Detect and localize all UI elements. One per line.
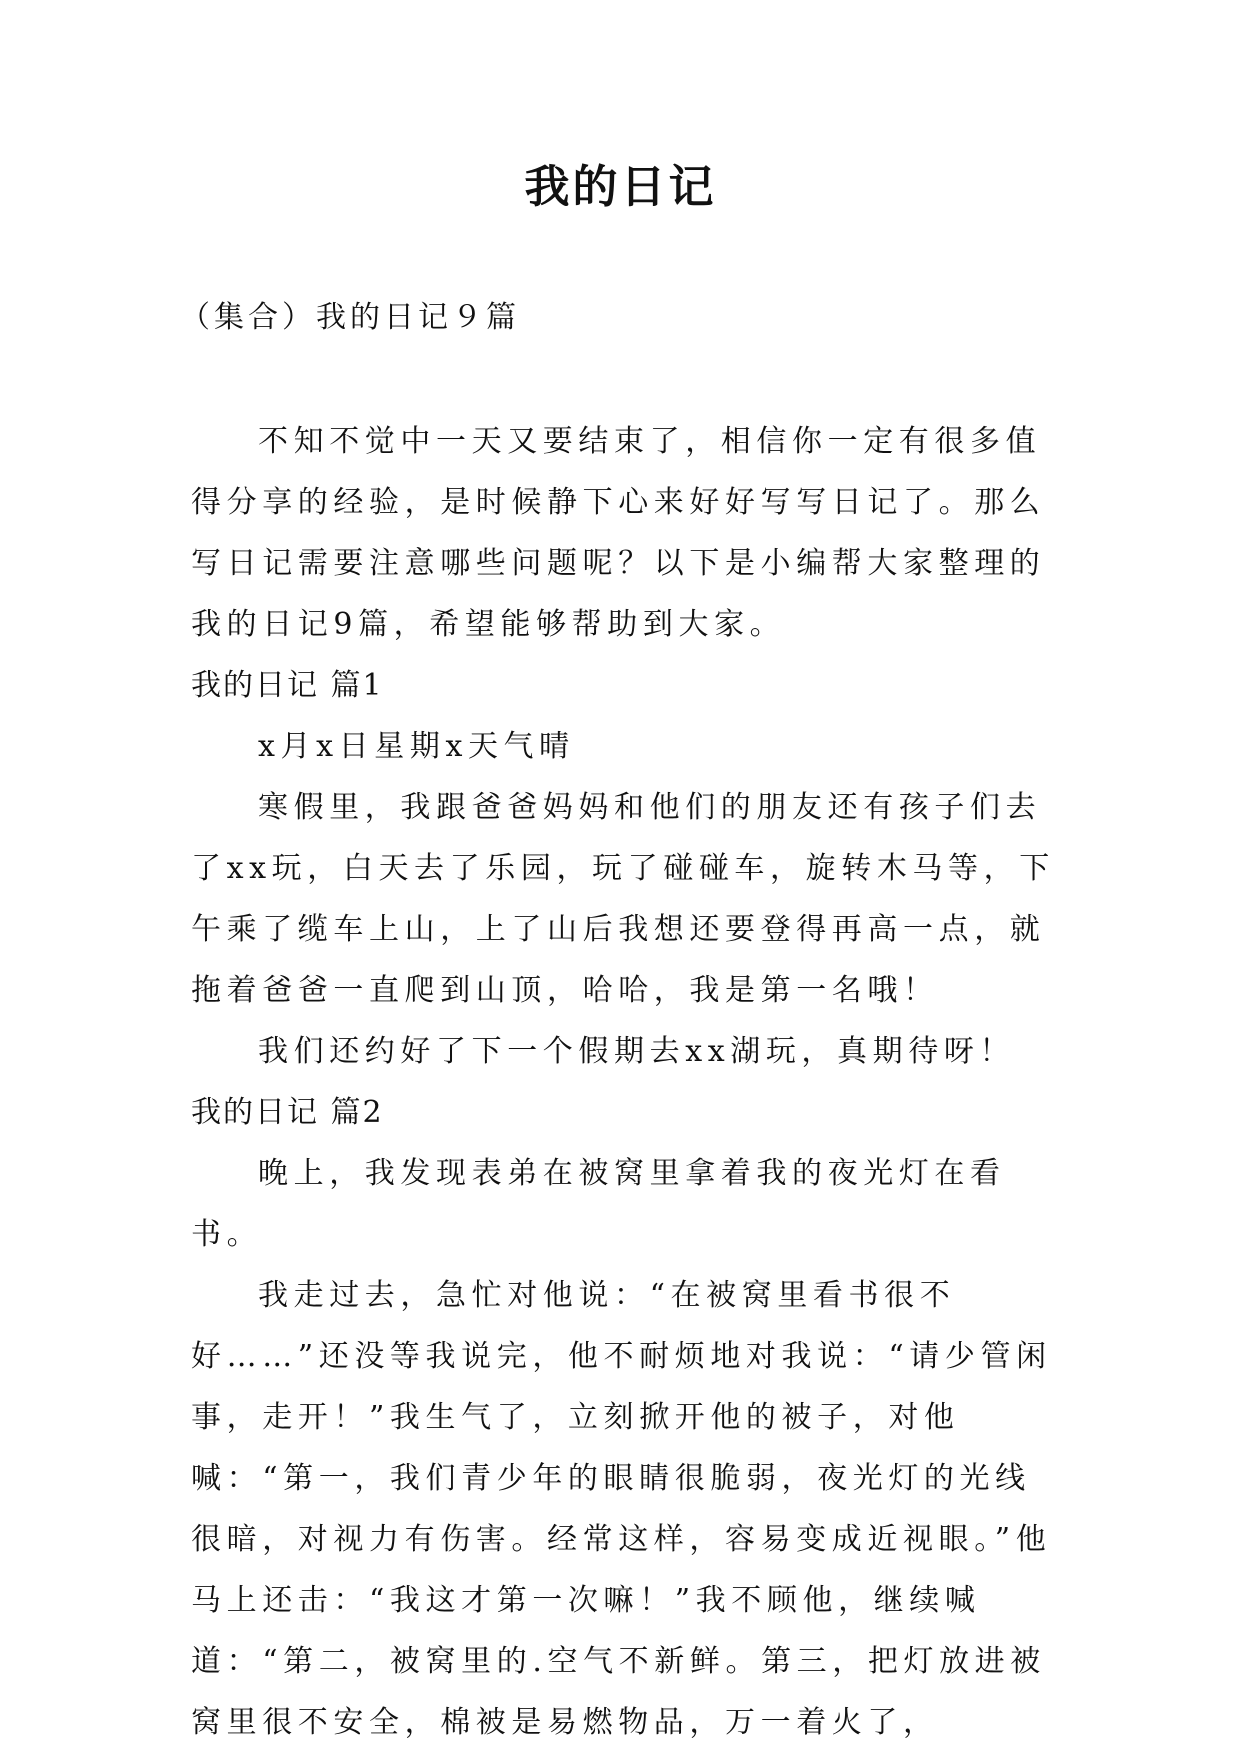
section-2-paragraph-1: 晚上，我发现表弟在被窝里拿着我的夜光灯在看书。 — [191, 1156, 1006, 1252]
section-heading-1: 我的日记 篇1 — [191, 668, 384, 703]
document-subtitle: （集合）我的日记９篇 — [180, 300, 520, 335]
intro-paragraph: 不知不觉中一天又要结束了，相信你一定有很多值得分享的经验，是时候静下心来好好写写日记了。那么写日记需要注意哪些问题呢？以下是小编帮大家整理的我的日记9篇，希望能够帮助到大家。 — [191, 424, 1046, 642]
section-1-paragraph-1: 寒假里，我跟爸爸妈妈和他们的朋友还有孩子们去了xx玩，白天去了乐园，玩了碰碰车，旋转木马等，下午乘了缆车上山，上了山后我想还要登得再高一点，就拖着爸爸一直爬到山顶，哈哈，我是第一名哦！ — [191, 790, 1055, 1008]
section-heading-2: 我的日记 篇2 — [191, 1095, 384, 1130]
section-1-paragraph-2: 我们还约好了下一个假期去xx湖玩，真期待呀！ — [258, 1034, 1016, 1069]
document-title: 我的日记 — [524, 160, 717, 213]
date-line: x月x日星期x天气晴 — [258, 729, 575, 764]
document-body — [191, 411, 1061, 1753]
section-2-paragraph-2: 我走过去，急忙对他说：“在被窝里看书很不好……”还没等我说完，他不耐烦地对我说：“请少管闲事，走开！”我生气了，立刻掀开他的被子，对他喊：“第一，我们青少年的眼睛很脆弱，夜光灯的光线很暗，对视力有伤害。经常这样，容易变成近视眼。”他马上还击：“我这才第一次嘛！”我不顾他，继续喊道：“第二，被窝里的.空气不新鲜。第三，把灯放进被窝里很不安全，棉被是易燃物品，万一着火了， — [191, 1278, 1052, 1740]
